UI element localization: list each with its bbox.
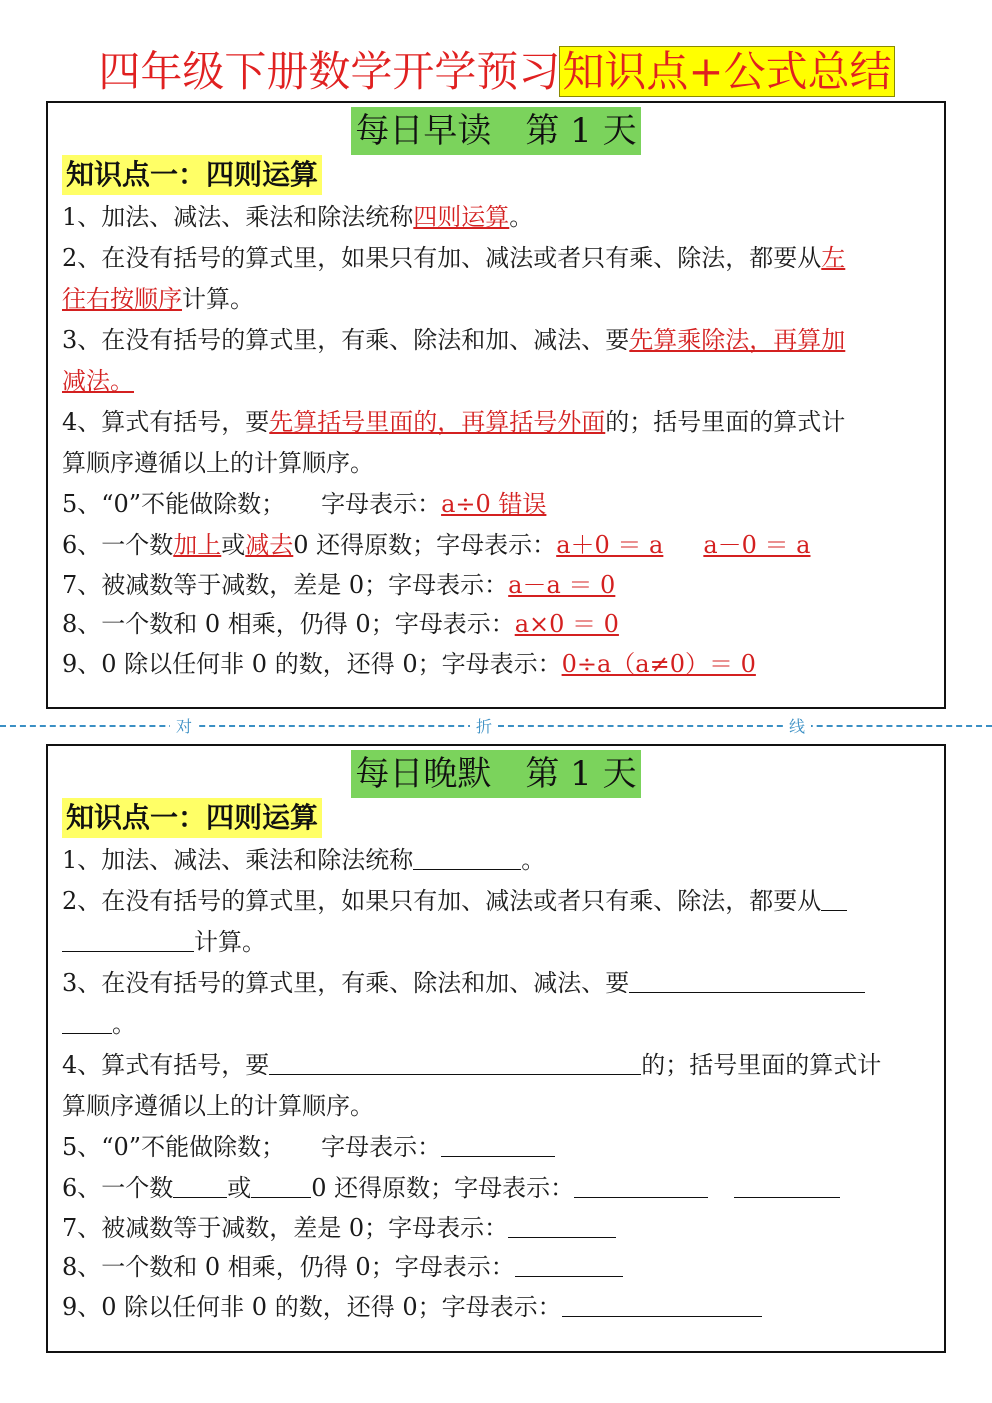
answer-blank[interactable] bbox=[508, 1213, 616, 1238]
line-text: 4、算式有括号，要 bbox=[62, 1051, 270, 1079]
fold-label-left: 对 bbox=[170, 716, 198, 738]
title-highlight: 知识点+公式总结 bbox=[562, 47, 892, 96]
answer-blank[interactable] bbox=[413, 845, 521, 870]
fold-label-mid: 折 bbox=[470, 716, 498, 738]
evening-line-7 bbox=[62, 1086, 932, 1127]
answer-text: a－a ＝ 0 bbox=[508, 571, 616, 599]
answer-blank[interactable] bbox=[62, 1009, 112, 1034]
morning-line-12 bbox=[62, 644, 932, 685]
answer-text: 往右按顺序 bbox=[62, 285, 182, 313]
answer-text: 0÷a（a≠0）＝ 0 bbox=[561, 650, 756, 678]
answer-blank[interactable] bbox=[734, 1173, 840, 1198]
morning-line-1 bbox=[62, 197, 932, 238]
evening-line-5 bbox=[62, 1004, 932, 1045]
line-text: 8、一个数和 0 相乘，仍得 0；字母表示： bbox=[62, 610, 515, 638]
evening-line-8 bbox=[62, 1127, 932, 1168]
answer-text: 减去 bbox=[245, 531, 294, 559]
line-text: 3、在没有括号的算式里，有乘、除法和加、减法、要 bbox=[62, 326, 630, 354]
answer-text: a－0 ＝ a bbox=[703, 531, 811, 559]
title-main: 四年级下册数学开学预习 bbox=[98, 47, 561, 96]
answer-text: 先算括号里面的，再算括号外面 bbox=[269, 408, 606, 436]
morning-header-label: 每日早读 第 1 天 bbox=[351, 107, 640, 155]
evening-line-9 bbox=[62, 1168, 932, 1209]
morning-line-11 bbox=[62, 605, 932, 644]
answer-blank[interactable] bbox=[251, 1173, 311, 1198]
line-text: 或 bbox=[227, 1174, 252, 1202]
line-text: 算顺序遵循以上的计算顺序。 bbox=[62, 449, 374, 477]
answer-text: a×0 ＝ 0 bbox=[514, 610, 619, 638]
evening-section-title: 知识点一：四则运算 bbox=[62, 798, 322, 838]
line-text: 7、被减数等于减数，差是 0；字母表示： bbox=[62, 571, 509, 599]
evening-line-6 bbox=[62, 1045, 932, 1086]
answer-blank[interactable] bbox=[173, 1173, 227, 1198]
line-text: 或 bbox=[221, 531, 246, 559]
line-text: 7、被减数等于减数，差是 0；字母表示： bbox=[62, 1214, 509, 1242]
line-text: 的；括号里面的算式计 bbox=[605, 408, 846, 436]
morning-section-title: 知识点一：四则运算 bbox=[62, 155, 322, 195]
morning-line-6 bbox=[62, 402, 932, 443]
answer-text: a÷0 错误 bbox=[441, 490, 547, 518]
line-text: 。 bbox=[112, 1010, 136, 1038]
evening-line-10 bbox=[62, 1209, 932, 1248]
answer-text: 减法。 bbox=[62, 367, 134, 395]
answer-blank[interactable] bbox=[269, 1050, 641, 1075]
line-text: 。 bbox=[521, 846, 546, 874]
line-text: 算顺序遵循以上的计算顺序。 bbox=[62, 1092, 374, 1120]
evening-lines bbox=[62, 840, 932, 1328]
line-text: 4、算式有括号，要 bbox=[62, 408, 270, 436]
line-text: 5、“0”不能做除数； 字母表示： bbox=[62, 490, 442, 518]
evening-line-1 bbox=[62, 840, 932, 881]
answer-text: 四则运算 bbox=[413, 203, 510, 231]
line-text: 9、0 除以任何非 0 的数，还得 0；字母表示： bbox=[62, 650, 562, 678]
line-text: 0 还得原数；字母表示： bbox=[311, 1174, 575, 1202]
evening-header-label: 每日晚默 第 1 天 bbox=[351, 750, 640, 798]
answer-blank[interactable] bbox=[821, 886, 847, 911]
evening-line-12 bbox=[62, 1287, 932, 1328]
line-text: 1、加法、减法、乘法和除法统称 bbox=[62, 203, 414, 231]
line-text: 9、0 除以任何非 0 的数，还得 0；字母表示： bbox=[62, 1293, 562, 1321]
line-text: 3、在没有括号的算式里，有乘、除法和加、减法、要 bbox=[62, 969, 630, 997]
line-text: 计算。 bbox=[194, 928, 266, 956]
evening-line-3 bbox=[62, 922, 932, 963]
answer-text: 加上 bbox=[173, 531, 222, 559]
answer-blank[interactable] bbox=[562, 1292, 762, 1317]
morning-line-2 bbox=[62, 238, 932, 279]
line-text: 。 bbox=[509, 203, 534, 231]
evening-line-4 bbox=[62, 963, 932, 1004]
line-text: 计算。 bbox=[182, 285, 254, 313]
line-text: 2、在没有括号的算式里，如果只有加、减法或者只有乘、除法，都要从 bbox=[62, 887, 822, 915]
answer-blank[interactable] bbox=[574, 1173, 708, 1198]
answer-blank[interactable] bbox=[441, 1132, 555, 1157]
evening-recitation-panel bbox=[46, 744, 946, 1353]
answer-blank[interactable] bbox=[515, 1252, 623, 1277]
evening-line-2 bbox=[62, 881, 932, 922]
morning-reading-panel bbox=[46, 101, 946, 709]
answer-blank[interactable] bbox=[62, 927, 194, 952]
answer-text: a＋0 ＝ a bbox=[556, 531, 664, 559]
morning-line-5 bbox=[62, 361, 932, 402]
line-text: 5、“0”不能做除数； 字母表示： bbox=[62, 1133, 442, 1161]
morning-line-9 bbox=[62, 525, 932, 566]
morning-lines bbox=[62, 197, 932, 685]
line-text: 1、加法、减法、乘法和除法统称 bbox=[62, 846, 414, 874]
evening-line-11 bbox=[62, 1248, 932, 1287]
morning-line-3 bbox=[62, 279, 932, 320]
morning-day-header bbox=[48, 107, 944, 155]
answer-text: 左 bbox=[821, 244, 846, 272]
line-text: 的；括号里面的算式计 bbox=[641, 1051, 882, 1079]
fold-label-right: 线 bbox=[783, 716, 811, 738]
morning-line-7 bbox=[62, 443, 932, 484]
morning-line-10 bbox=[62, 566, 932, 605]
line-text: 6、一个数 bbox=[62, 1174, 174, 1202]
morning-line-4 bbox=[62, 320, 932, 361]
answer-text: 先算乘除法，再算加 bbox=[629, 326, 846, 354]
line-text: 2、在没有括号的算式里，如果只有加、减法或者只有乘、除法，都要从 bbox=[62, 244, 822, 272]
page-title bbox=[0, 42, 992, 102]
line-text: 8、一个数和 0 相乘，仍得 0；字母表示： bbox=[62, 1253, 515, 1281]
line-text: 0 还得原数；字母表示： bbox=[293, 531, 557, 559]
morning-line-8 bbox=[62, 484, 932, 525]
line-text: 6、一个数 bbox=[62, 531, 174, 559]
evening-day-header bbox=[48, 750, 944, 798]
answer-blank[interactable] bbox=[629, 968, 865, 993]
